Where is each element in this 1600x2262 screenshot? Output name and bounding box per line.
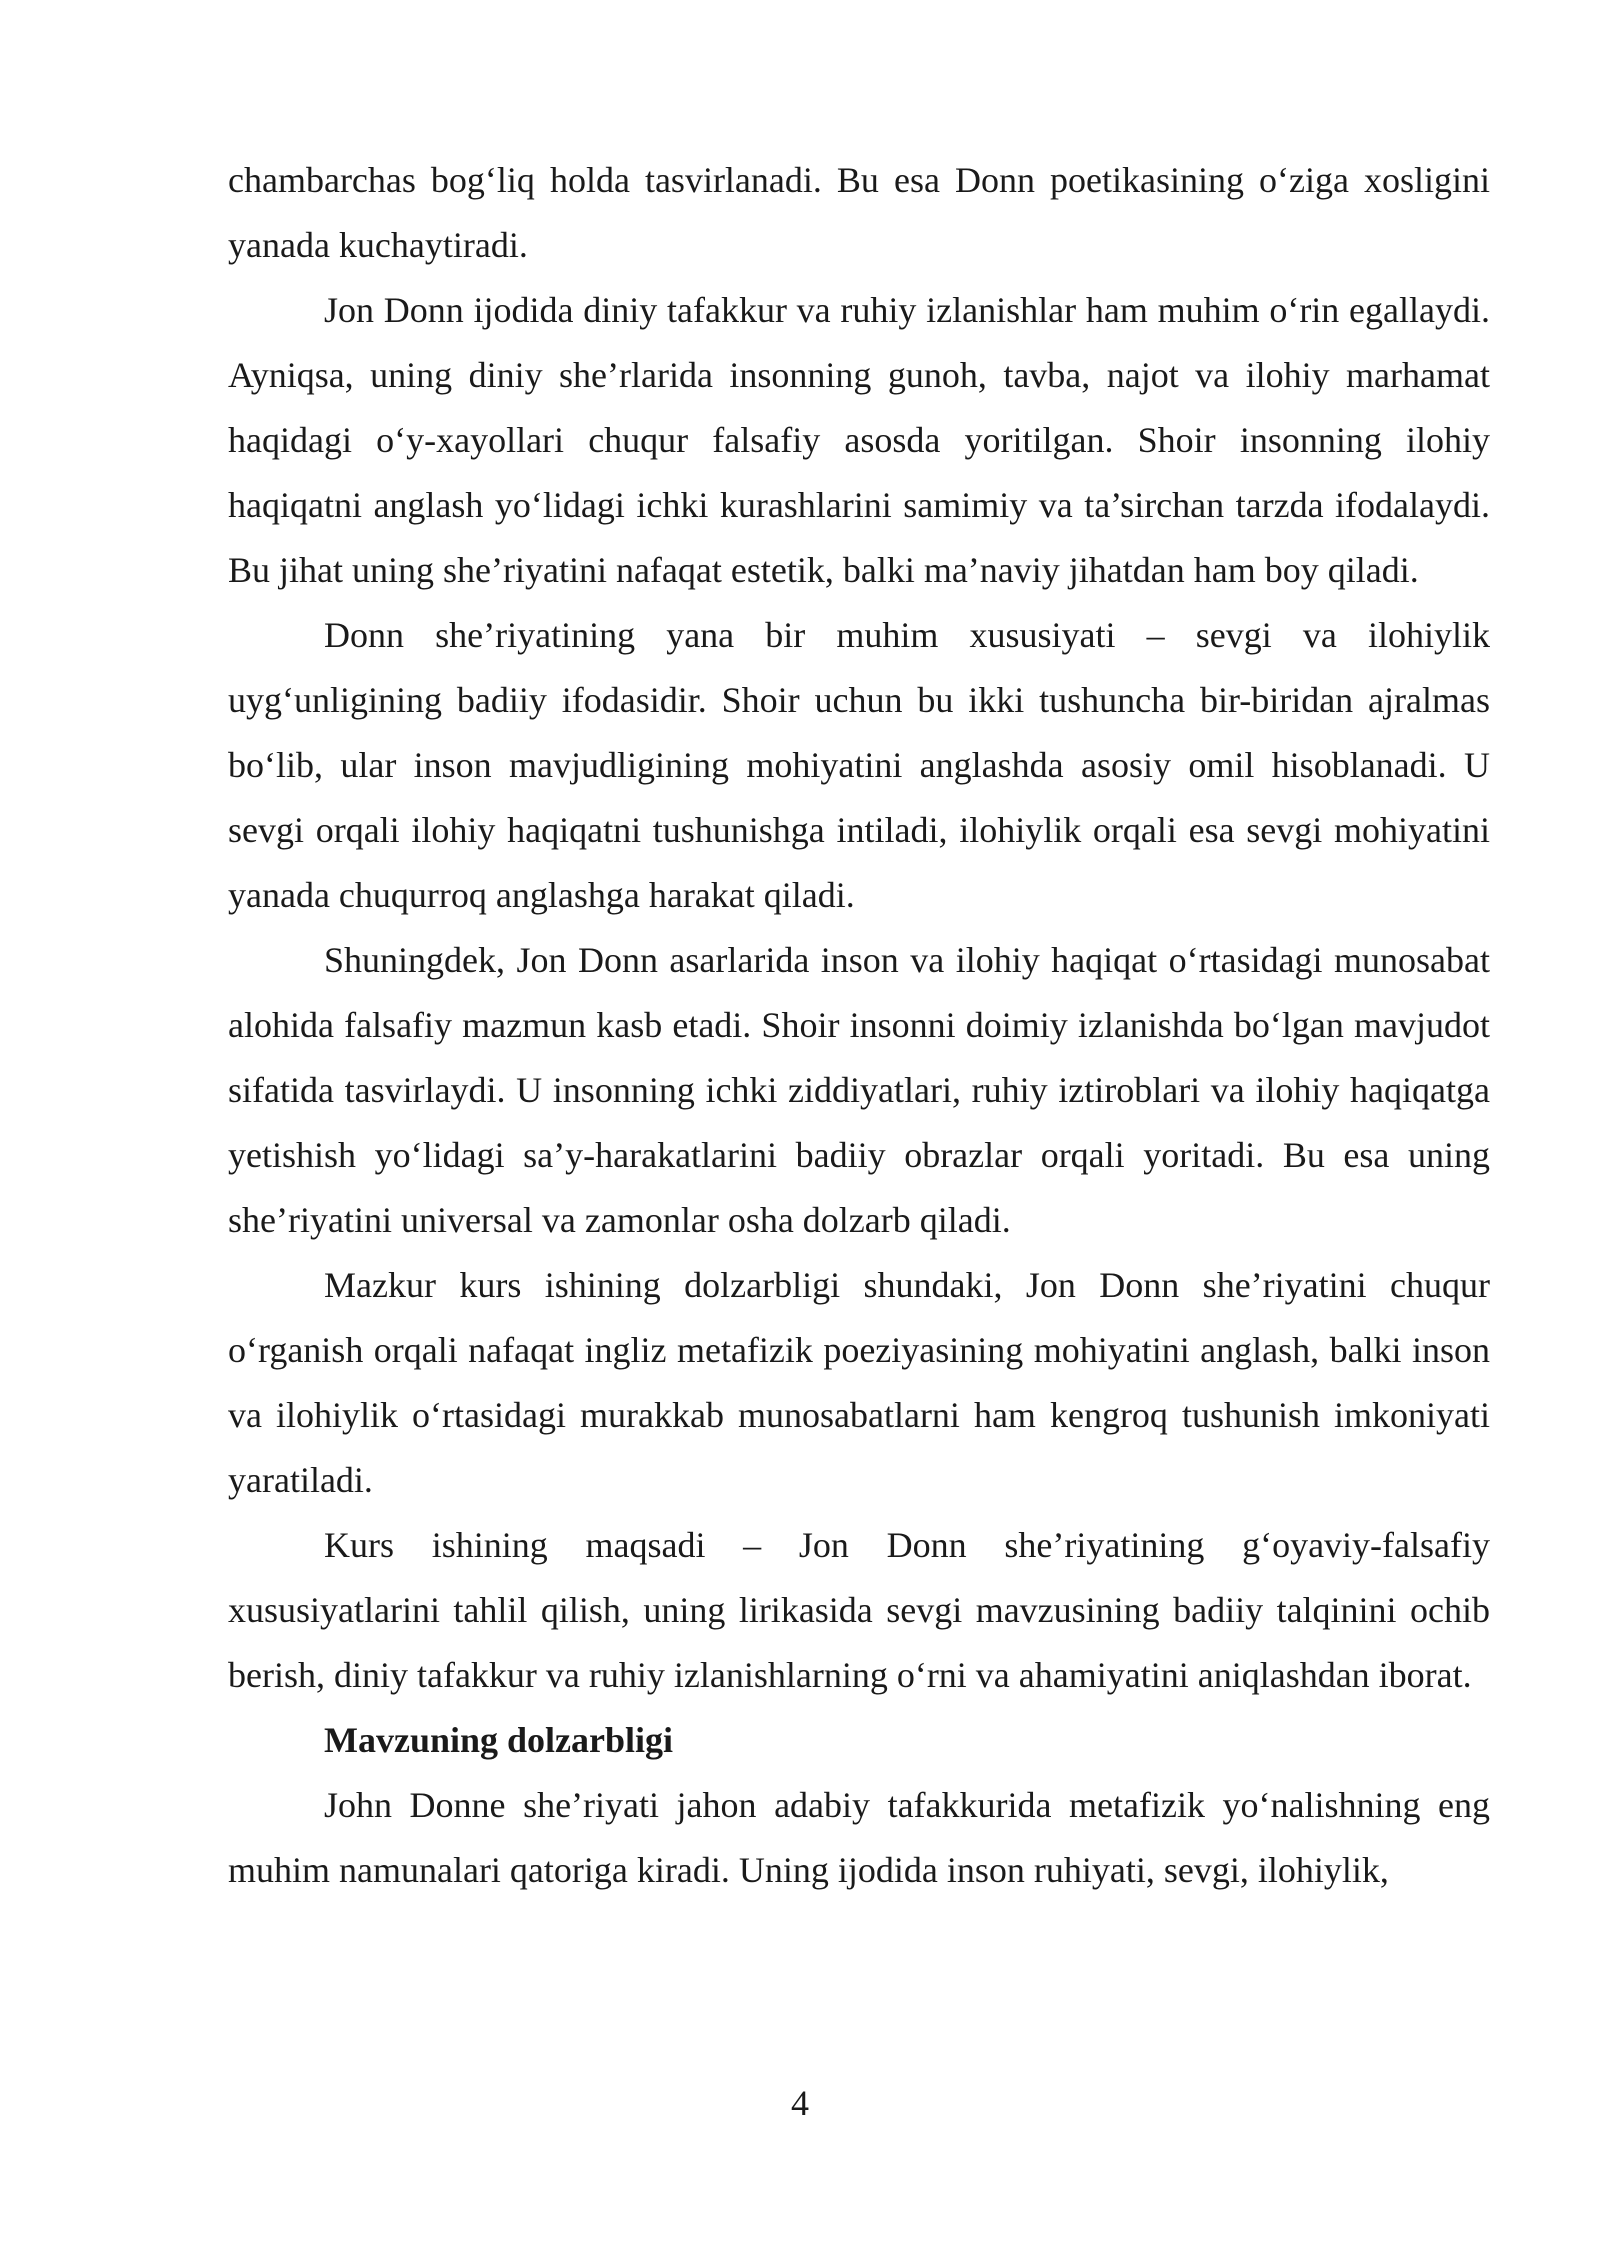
paragraph: Shuningdek, Jon Donn asarlarida inson va ilohiy haqiqat o‘rtasidagi munosabat alohida falsafiy mazmun kasb etadi. Shoir insonni doimiy izlanishda bo‘lgan mavjudot sifatida tasvirlaydi. U insonning ichki ziddiyatlari, ruhiy iztiroblari va ilohiy haqiqatga yetishish yo‘lidagi sa’y-harakatlarini badiiy obrazlar orqali yoritadi. Bu esa uning she’riyatini universal va zamonlar osha dolzarb qiladi. [228,940,1490,1240]
paragraph: Kurs ishining maqsadi – Jon Donn she’riyatining g‘oyaviy-falsafiy xususiyatlarini tahlil qilish, uning lirikasida sevgi mavzusining badiiy talqinini ochib berish, diniy tafakkur va ruhiy izlanishlarning o‘rni va ahamiyatini aniqlashdan iborat. [228,1525,1490,1695]
page-number: 4 [791,2083,809,2123]
paragraph: Jon Donn ijodida diniy tafakkur va ruhiy izlanishlar ham muhim o‘rin egallaydi. Ayniqsa, uning diniy she’rlarida insonning gunoh, tavba, najot va ilohiy marhamat haqidagi o‘y-xayollari chuqur falsafiy asosda yoritilgan. Shoir insonning ilohiy haqiqatni anglash yo‘lidagi ichki kurashlarini samimiy va ta’sirchan tarzda ifodalaydi. Bu jihat uning she’riyatini nafaqat estetik, balki ma’naviy jihatdan ham boy qiladi. [228,290,1490,590]
paragraph-continuation: chambarchas bog‘liq holda tasvirlanadi. Bu esa Donn poetikasining o‘ziga xosligini yanada kuchaytiradi. [228,160,1490,265]
paragraph: Donn she’riyatining yana bir muhim xususiyati – sevgi va ilohiylik uyg‘unligining badiiy ifodasidir. Shoir uchun bu ikki tushuncha bir-biridan ajralmas bo‘lib, ular inson mavjudligining mohiyatini anglashda asosiy omil hisoblanadi. U sevgi orqali ilohiy haqiqatni tushunishga intiladi, ilohiylik orqali esa sevgi mohiyatini yanada chuqurroq anglashga harakat qiladi. [228,615,1490,915]
paragraph: Mazkur kurs ishining dolzarbligi shundaki, Jon Donn she’riyatini chuqur o‘rganish orqali nafaqat ingliz metafizik poeziyasining mohiyatini anglash, balki inson va ilohiylik o‘rtasidagi murakkab munosabatlarni ham kengroq tushunish imkoniyati yaratiladi. [228,1265,1490,1500]
paragraph: John Donne she’riyati jahon adabiy tafakkurida metafizik yo‘nalishning eng muhim namunalari qatoriga kiradi. Uning ijodida inson ruhiyati, sevgi, ilohiylik, [228,1785,1490,1890]
section-heading: Mavzuning dolzarbligi [324,1720,674,1760]
document-body [228,148,1490,1903]
